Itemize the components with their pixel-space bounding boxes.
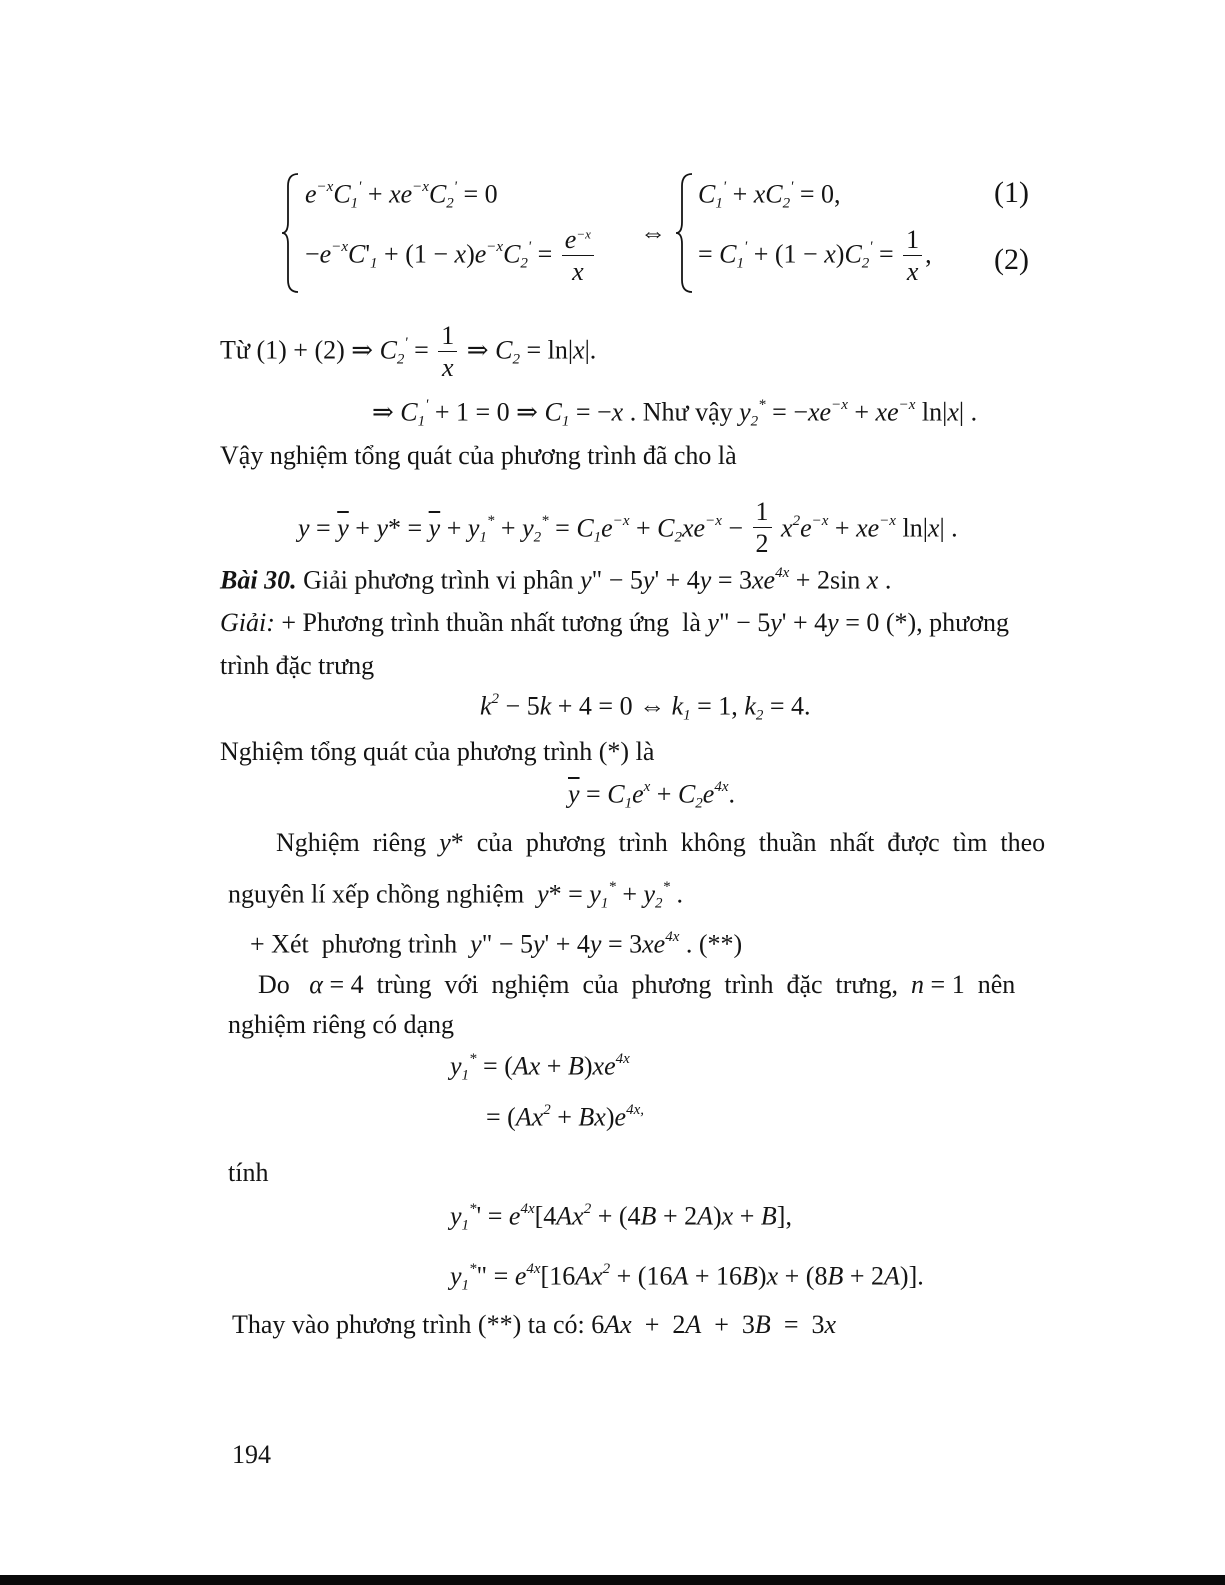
equation-label-1: (1) [994,176,1029,209]
left-brace [282,172,302,294]
giai-line: Giải: + Phương trình thuần nhất tương ứng là y" − 5y' + 4y = 0 (*), phương [220,608,1010,637]
page-number: 194 [232,1440,271,1469]
system-right-row1: $C_1' + xC_2' = 0$, [698,179,841,212]
nghiem-tq-eq: $\overline{y} = C_1e^x + C_2e^{4x}$. [568,779,736,812]
system-left-row2: $-e^{-x}C'_1 + (1 - x)e^{-x}C_2'$ = $\frac{e^{-x}}{x}$ [305,226,597,286]
rieng-p2: nguyên lí xếp chồng nghiệm $y* = y_1^* + y_2^*$ . [228,879,684,912]
y1-prime: $y_1^*' = e^{4x}[4Ax^2 + (4B + 2A)x + B]$, [450,1201,792,1234]
system-right-row2: = $C_1' + (1 - x)C_2'$ = $\frac{1}{x}$ , [698,225,932,287]
bai30-title: Bài 30. [220,565,297,595]
y1-eq1: $y_1^* = (Ax + B)xe^{4x}$ [450,1051,630,1084]
system-left-row1: $e^{-x}C_1' + xe^{-x}C_2' = 0$ [305,179,498,212]
xet-line: + Xét phương trình y" − $5y' + 4y = 3xe^{4x}$ . (**) [250,929,743,959]
do-p1: Do α = 4 trùng với nghiệm của phương trình đặc trưng, n = 1 nên [258,970,1016,999]
general-intro: Vậy nghiệm tổng quát của phương trình đã cho là [220,441,737,470]
equation-label-2: (2) [994,243,1029,276]
tinh: tính [228,1158,269,1187]
right-brace [676,172,696,294]
y1-eq2: = $(Ax^2 + Bx)e^{4x,}$ [486,1102,644,1132]
nghiem-tq-intro: Nghiệm tổng quát của phương trình (*) là [220,737,655,766]
giai-line-2: trình đặc trưng [220,651,375,680]
rieng-p1: Nghiệm riêng y* của phương trình không thuần nhất được tìm theo [276,828,1046,857]
equiv-symbol: ⇔ [640,218,666,247]
c1-line: ⇒ $C_1' + 1 = 0$ ⇒ $C_1 = -x$ . Như vậy $y_2^* = -xe^{-x} + xe^{-x}$ ln|x| . [372,397,978,430]
scan-bottom-border [0,1575,1225,1585]
characteristic-equation: $k^2 - 5k + 4 = 0$ ⇔ $k_1 = 1$, $k_2 = 4$. [480,691,811,724]
y1-double-prime: $y_1^*$" = $e^{4x}[16Ax^2 + (16A + 16B)x + (8B + 2A)]$. [450,1261,924,1294]
bai30-line: Bài 30. Giải phương trình vi phân y" − $5y' + 4y = 3xe^{4x} + 2\sin$ x . [220,565,892,595]
thay-line: Thay vào phương trình (**) ta có: 6Ax + 2A + 3B = 3x [232,1310,837,1339]
giai-label: Giải: [220,608,275,637]
general-solution: $y = \overline{y} + y* = \overline{y} + y_1^* + y_2^* = C_1e^{-x} + C_2xe^{-x}$ − $\frac{1}{2}$ $x^2e^{-x} + xe^{-x}$ ln|x| . [298,497,958,559]
do-p2: nghiệm riêng có dạng [228,1010,454,1039]
tu-line: Từ (1) + (2) ⇒ $C_2'$ = $\frac{1}{x}$ ⇒ $C_2 = \ln|x|$. [220,321,597,383]
